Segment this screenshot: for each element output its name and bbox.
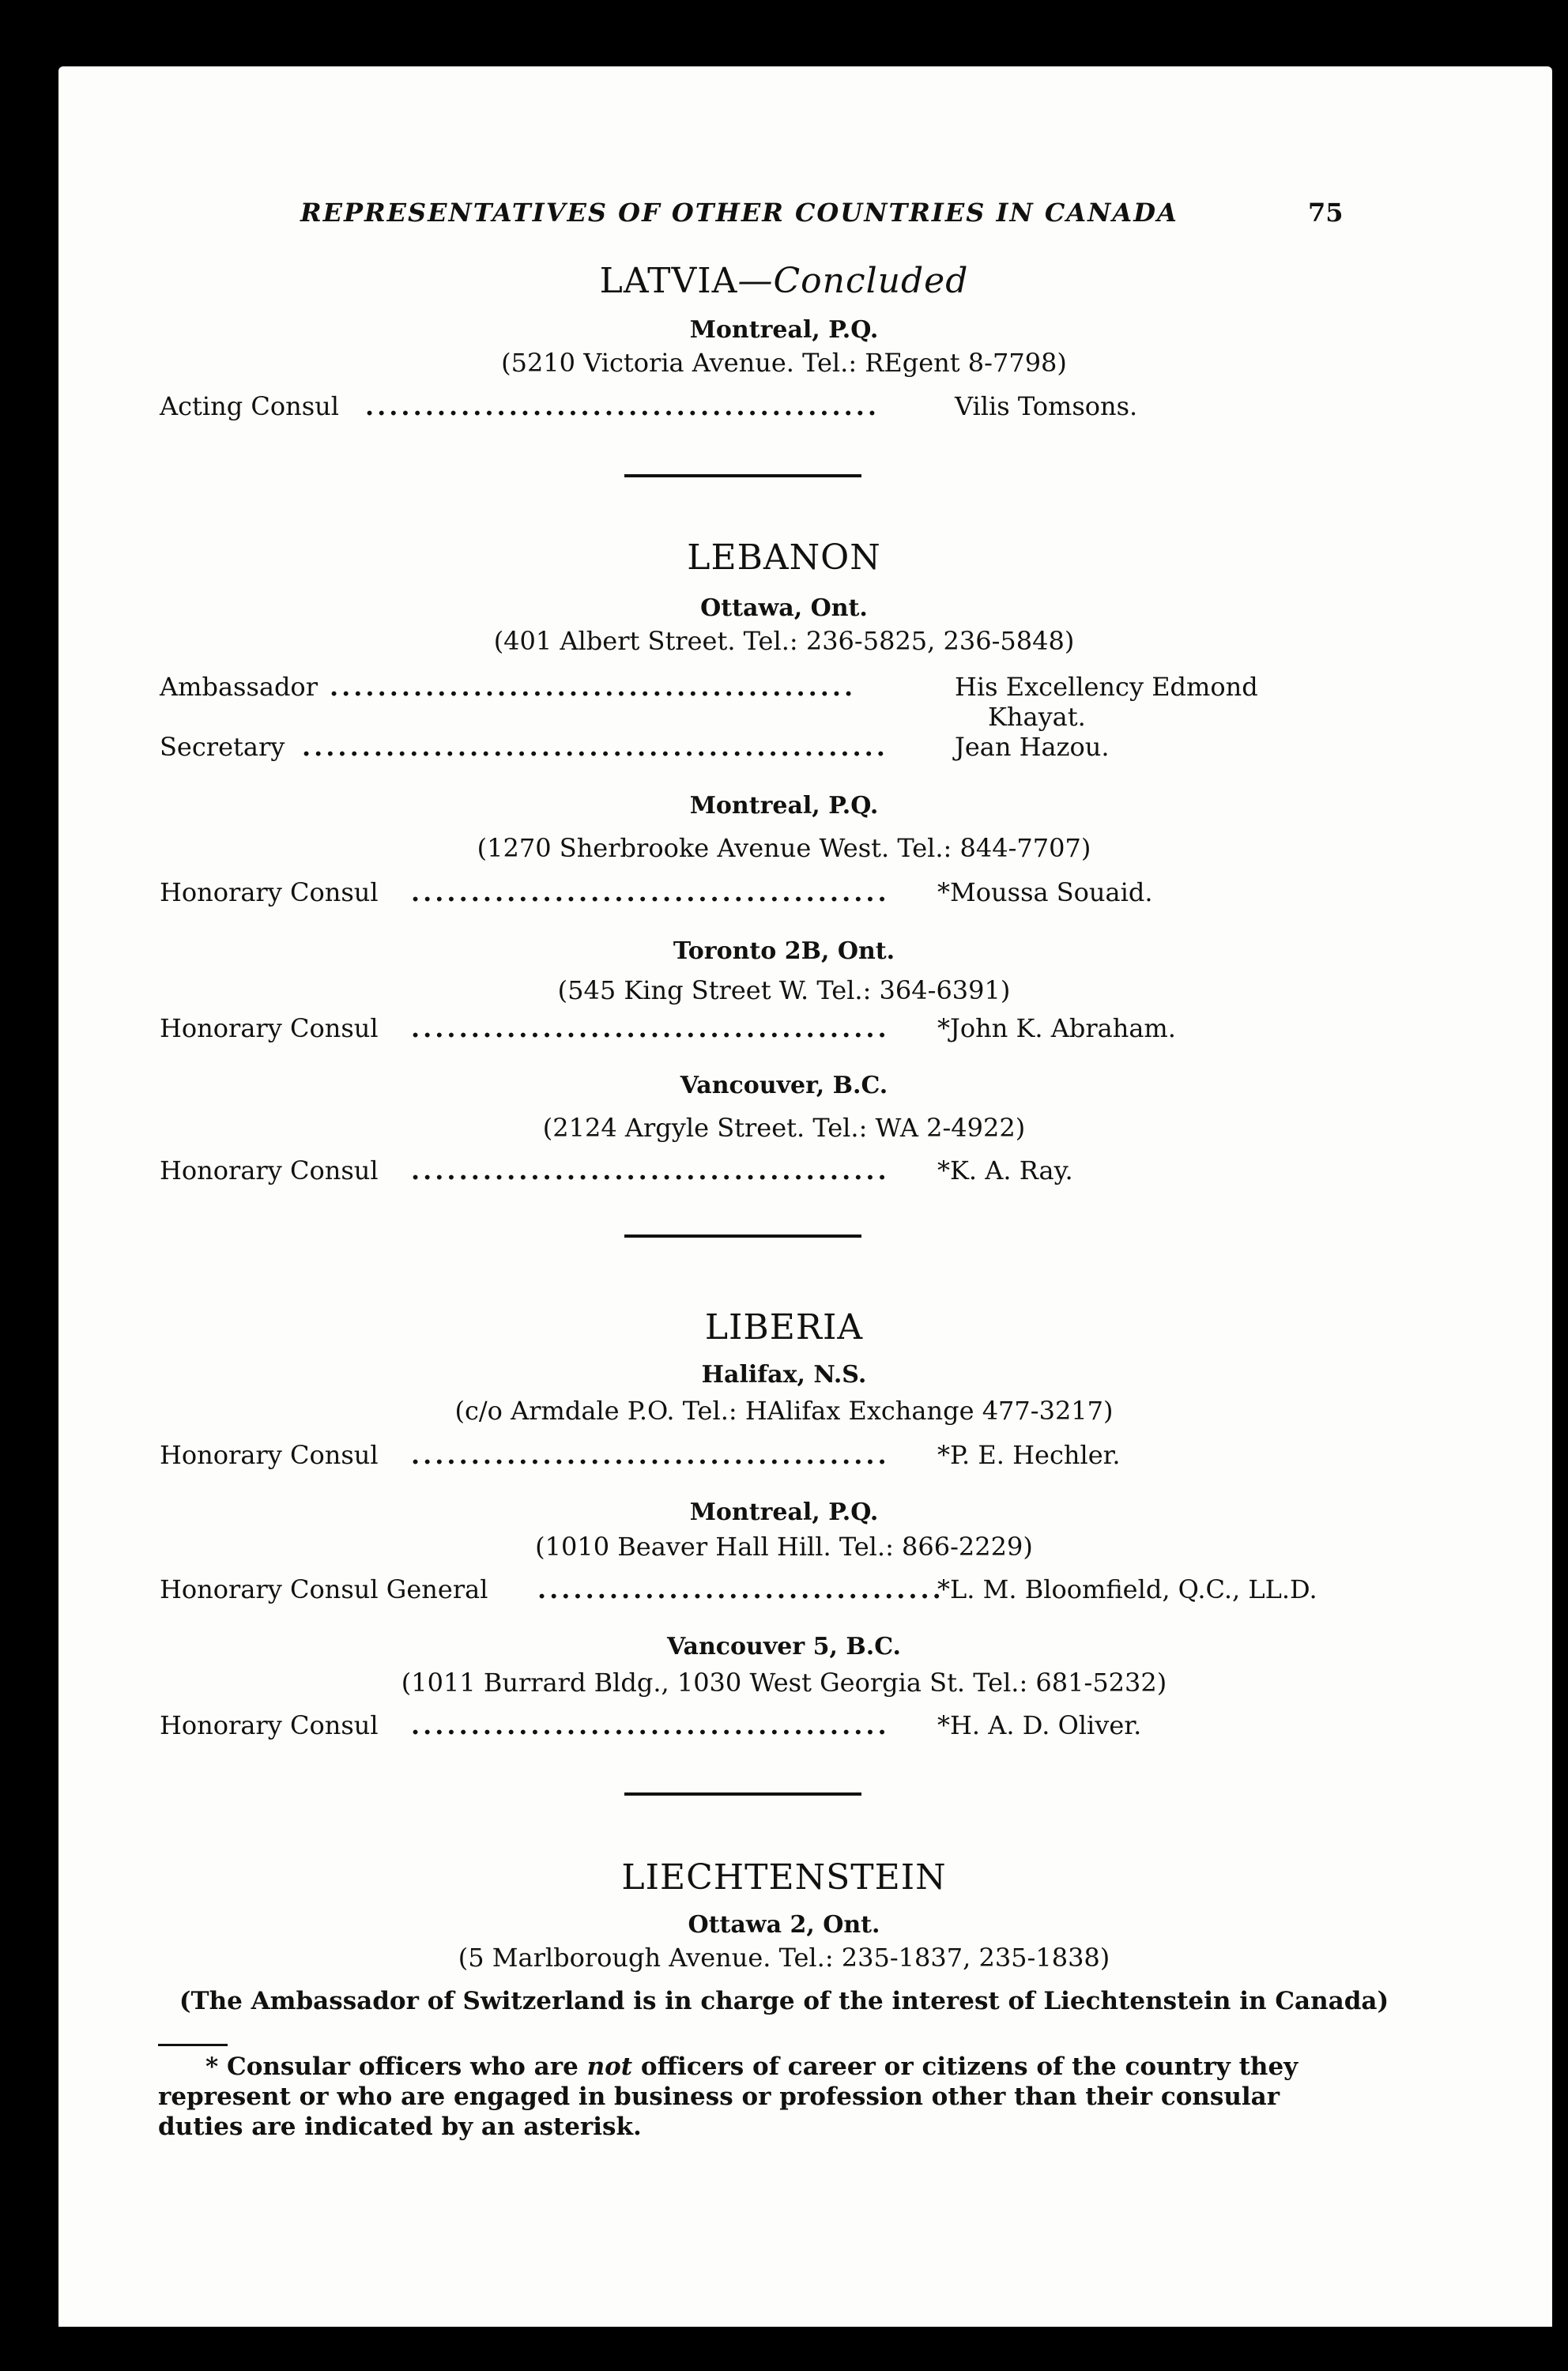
continuation-label: —Concluded	[737, 261, 969, 301]
entry-title: Honorary Consul	[160, 1440, 379, 1470]
city-heading: Montreal, P.Q.	[689, 316, 879, 344]
city-heading: Toronto 2B, Ont.	[673, 937, 895, 965]
entry-title: Honorary Consul	[160, 1710, 379, 1740]
entry-name: His Excellency Edmond	[955, 672, 1258, 702]
country-title-liechtenstein: LIECHTENSTEIN	[621, 1857, 947, 1898]
address-line: (1010 Beaver Hall Hill. Tel.: 866-2229)	[535, 1532, 1033, 1562]
section-divider	[624, 474, 861, 477]
list-item	[160, 732, 1345, 767]
entry-name-continued: Khayat.	[988, 702, 1086, 732]
city-heading: Montreal, P.Q.	[689, 792, 879, 820]
list-item	[160, 1013, 1345, 1048]
list-item	[160, 1574, 1345, 1609]
asterisk-marker: *	[205, 2052, 219, 2081]
address-line: (5 Marlborough Avenue. Tel.: 235-1837, 235-1838)	[458, 1943, 1110, 1973]
address-line: (545 King Street W. Tel.: 364-6391)	[557, 975, 1011, 1005]
footnote-text-continued: officers of career or citizens of the country they represent or who are engaged in business or profession other than their consular duties are indicated by an asterisk.	[158, 2052, 1298, 2141]
page-number: 75	[1308, 198, 1344, 228]
entry-name: Vilis Tomsons.	[955, 391, 1138, 421]
list-item	[160, 672, 1345, 707]
entry-title: Honorary Consul	[160, 1155, 379, 1186]
entry-name: *H. A. D. Oliver.	[937, 1710, 1142, 1740]
entry-title: Honorary Consul	[160, 877, 379, 907]
entry-name: *P. E. Hechler.	[937, 1440, 1121, 1470]
entry-name: *John K. Abraham.	[937, 1013, 1176, 1043]
running-head: REPRESENTATIVES OF OTHER COUNTRIES IN CANADA	[300, 198, 1178, 228]
dot-leader: ........................................	[411, 1013, 890, 1043]
city-heading: Halifax, N.S.	[701, 1361, 867, 1389]
dot-leader: ..................................	[537, 1574, 944, 1604]
list-item	[160, 391, 1345, 426]
entry-name: Jean Hazou.	[955, 732, 1110, 762]
section-divider	[624, 1792, 861, 1796]
footnote-text: Consular officers who are	[227, 2052, 587, 2081]
dot-leader: ...........................................	[365, 391, 880, 421]
address-line: (401 Albert Street. Tel.: 236-5825, 236-5848)	[493, 626, 1075, 656]
footnote	[158, 2052, 1344, 2142]
country-title-lebanon: LEBANON	[687, 537, 881, 578]
address-line: (5210 Victoria Avenue. Tel.: REgent 8-7798)	[501, 348, 1067, 378]
country-title-liberia: LIBERIA	[704, 1307, 864, 1348]
representation-notice: (The Ambassador of Switzerland is in charge of the interest of Liechtenstein in Canada)	[179, 1987, 1389, 2015]
list-item	[160, 1155, 1345, 1190]
list-item	[160, 1440, 1345, 1475]
footnote-emphasis: not	[586, 2052, 633, 2081]
country-name: LATVIA	[599, 261, 738, 301]
city-heading: Ottawa 2, Ont.	[688, 1911, 880, 1939]
list-item	[160, 877, 1345, 912]
dot-leader: ........................................	[411, 877, 890, 907]
entry-title: Honorary Consul	[160, 1013, 379, 1043]
city-heading: Vancouver 5, B.C.	[667, 1633, 901, 1660]
address-line: (1270 Sherbrooke Avenue West. Tel.: 844-7707)	[477, 833, 1091, 863]
list-item	[160, 1710, 1345, 1745]
entry-title: Ambassador	[160, 672, 318, 702]
address-line: (2124 Argyle Street. Tel.: WA 2-4922)	[542, 1113, 1026, 1143]
address-line: (c/o Armdale P.O. Tel.: HAlifax Exchange 477-3217)	[454, 1396, 1114, 1426]
entry-name: *Moussa Souaid.	[937, 877, 1153, 907]
section-divider	[624, 1235, 861, 1238]
address-line: (1011 Burrard Bldg., 1030 West Georgia St. Tel.: 681-5232)	[401, 1668, 1167, 1698]
entry-title: Secretary	[160, 732, 285, 762]
country-title-latvia	[0, 261, 1568, 301]
entry-title: Honorary Consul General	[160, 1574, 488, 1604]
dot-leader: ........................................	[411, 1440, 890, 1470]
dot-leader: ........................................	[411, 1710, 890, 1740]
entry-name: *L. M. Bloomfield, Q.C., LL.D.	[937, 1574, 1317, 1604]
city-heading: Montreal, P.Q.	[689, 1498, 879, 1526]
footnote-rule	[158, 2044, 228, 2046]
dot-leader: ............................................	[330, 672, 857, 702]
entry-title: Acting Consul	[160, 391, 340, 421]
dot-leader: ........................................	[411, 1155, 890, 1186]
city-heading: Vancouver, B.C.	[680, 1072, 888, 1099]
entry-name: *K. A. Ray.	[937, 1155, 1073, 1186]
city-heading: Ottawa, Ont.	[700, 594, 868, 622]
dot-leader: .................................................	[302, 732, 888, 762]
